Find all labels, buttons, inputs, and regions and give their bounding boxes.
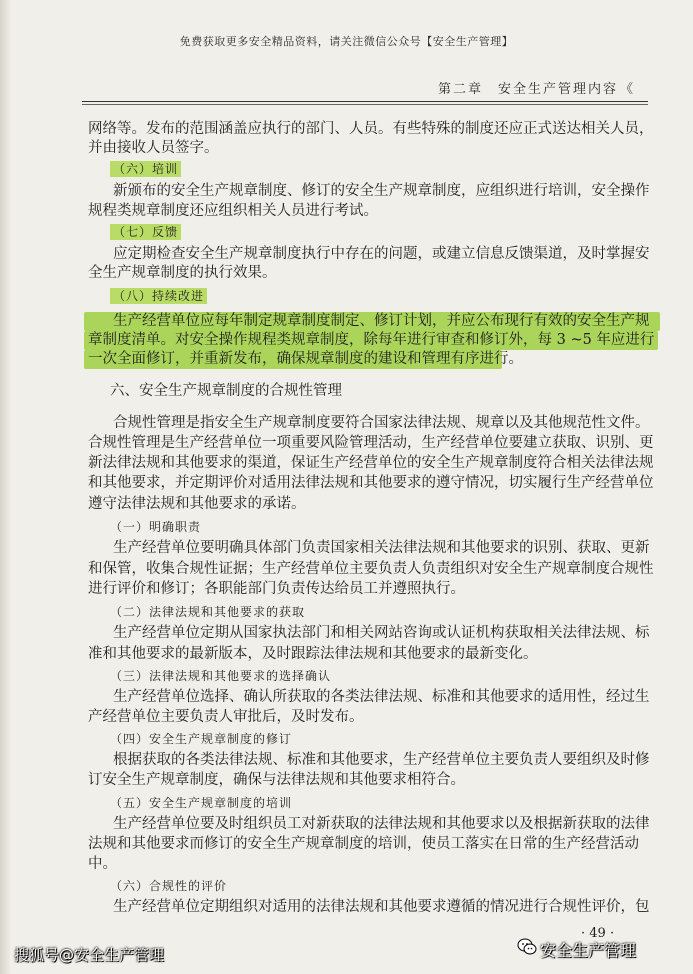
- highlighted-line: 章制度清单。对安全操作规程类规章制度，除每年进行审查和修订外，每 3 ~5 年应进行: [88, 332, 655, 348]
- text-line: 合规性管理是指安全生产规章制度要符合国家法律法规、规章以及其他规范性文件。: [113, 415, 650, 431]
- section-heading: （四）安全生产规章制度的修订: [110, 732, 293, 746]
- text-line: 遵守法律法规和其他要求的承诺。: [88, 496, 306, 512]
- highlighted-line: 一次全面修订，并重新发布，确保规章制度的建设和管理有序进行。: [88, 351, 523, 367]
- text-line: 合规性管理是生产经营单位一项重要风险管理活动，生产经营单位要建立获取、识别、更: [88, 435, 654, 451]
- text-line: 生产经营单位定期组织对适用的法律法规和其他要求遵循的情况进行合规性评价，包: [113, 899, 650, 915]
- text-line: 和其他要求，并定期评价对适用法律法规和其他要求的遵守情况，切实履行生产经营单位: [88, 475, 654, 491]
- text-line: 生产经营单位选择、确认所获取的各类法律法规、标准和其他要求的适用性，经过生: [113, 689, 650, 705]
- text-line: 生产经营单位要及时组织员工对新获取的法律法规和其他要求以及根据新获取的法律: [113, 816, 650, 832]
- header-rule: [82, 101, 648, 102]
- section-heading: （二）法律法规和其他要求的获取: [110, 605, 306, 619]
- text-line: 全生产规章制度的执行效果。: [88, 265, 277, 281]
- section-heading: （六）培训: [110, 160, 181, 178]
- text-line: 生产经营单位要明确具体部门负责国家相关法律法规和其他要求的识别、获取、更新: [113, 540, 650, 556]
- text-line: 网络等。发布的范围涵盖应执行的部门、人员。有些特殊的制度还应正式送达相关人员，: [88, 121, 654, 137]
- text-line: 并由接收人员签字。: [88, 140, 219, 156]
- text-line: 订安全生产规章制度，确保与法律法规和其他要求相符合。: [88, 772, 465, 788]
- highlighted-line: 生产经营单位应每年制定规章制度制定、修订计划，并应公布现行有效的安全生产规: [113, 313, 650, 329]
- chapter-section-title: 六、安全生产规章制度的合规性管理: [110, 383, 342, 399]
- page-edge-shadow: [0, 0, 10, 974]
- header-rule-thin: [82, 104, 648, 105]
- section-heading: （八）持续改进: [110, 287, 207, 305]
- text-line: 法规和其他要求而修订的安全生产规章制度的培训，使员工落实在日常的生产经营活动: [88, 836, 639, 852]
- text-line: 新颁布的安全生产规章制度、修订的安全生产规章制度，应组织进行培训，安全操作: [113, 183, 650, 199]
- top-notice: 免费获取更多安全精品资料，请关注微信公众号【安全生产管理】: [179, 35, 514, 48]
- chapter-header: [438, 78, 638, 100]
- chevron-icon: 《: [620, 82, 636, 97]
- section-heading: （七）反馈: [110, 223, 181, 241]
- watermark-right: 安全生产管理: [540, 941, 637, 960]
- text-line: 产经营单位主要负责人审批后，及时发布。: [88, 709, 364, 725]
- watermark-left: 搜狐号@安全生产管理: [14, 946, 165, 964]
- text-line: 规程类规章制度还应组织相关人员进行考试。: [88, 203, 378, 219]
- section-heading: （六）合规性的评价: [110, 879, 228, 893]
- text-line: 根据获取的各类法律法规、标准和其他要求，生产经营单位主要负责人要组织及时修: [113, 752, 650, 768]
- wechat-icon: [517, 938, 537, 956]
- text-line: 和保管，收集合规性证据；生产经营单位主要负责人负责组织对安全生产规章制度合规性: [88, 561, 654, 577]
- section-heading: （三）法律法规和其他要求的选择确认: [110, 669, 332, 683]
- text-line: 生产经营单位定期从国家执法部门和相关网站咨询或认证机构获取相关法律法规、标: [113, 625, 650, 641]
- text-line: 中。: [88, 856, 117, 872]
- section-heading: （五）安全生产规章制度的培训: [110, 796, 293, 810]
- page-number: · 49 ·: [581, 926, 615, 941]
- text-line: 新法律法规和其他要求的渠道，保证生产经营单位的安全生产规章制度符合相关法律法规: [88, 455, 654, 471]
- text-line: 准和其他要求的最新版本，及时跟踪法律法规和其他要求的最新变化。: [88, 646, 538, 662]
- chapter-title: 第二章 安全生产管理内容: [438, 82, 619, 97]
- text-line: 进行评价和修订；各职能部门负责传达给员工并遵照执行。: [88, 581, 465, 597]
- text-line: 应定期检查安全生产规章制度执行中存在的问题，或建立信息反馈渠道，及时掌握安: [113, 246, 650, 262]
- section-heading: （一）明确职责: [110, 520, 202, 534]
